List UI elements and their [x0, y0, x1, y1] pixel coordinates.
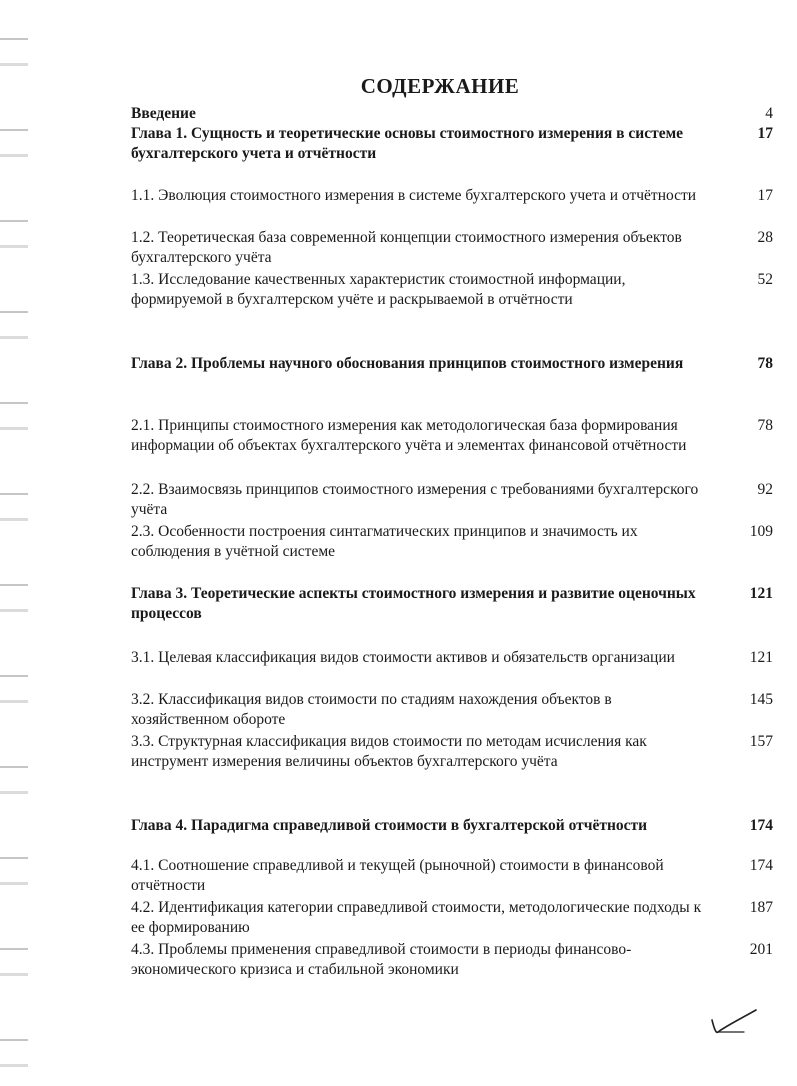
toc-entry-page: 4	[765, 105, 773, 122]
toc-entry-page: 121	[749, 585, 773, 602]
handwritten-mark-icon	[708, 1008, 760, 1038]
toc-entry-title: 4.3. Проблемы применения справедливой стоимости в периоды финансово-экономического кризиса и стабильной экономики	[131, 941, 632, 978]
toc-entry-title: 2.3. Особенности построения синтагматических принципов и значимость их соблюдения в учётной системе	[131, 523, 638, 560]
toc-entry-title: Глава 4. Парадигма справедливой стоимости в бухгалтерской отчётности	[131, 817, 648, 834]
toc-entry-title: Введение	[131, 105, 196, 122]
toc-entry-page: 17	[757, 125, 773, 142]
toc-entry-title: 2.1. Принципы стоимостного измерения как методологическая база формирования информации об объектах бухгалтерского учёта и элементах финансовой отчётности	[131, 417, 687, 454]
toc-entry-page: 145	[749, 691, 773, 708]
toc-entry-page: 174	[749, 857, 773, 874]
toc-entry-title: 3.2. Классификация видов стоимости по стадиям нахождения объектов в хозяйственном обороте	[131, 691, 612, 728]
toc-entry-page: 109	[749, 523, 773, 540]
toc-entry-page: 28	[757, 229, 773, 246]
toc-entry-title: 2.2. Взаимосвязь принципов стоимостного измерения с требованиями бухгалтерского учёта	[131, 481, 699, 518]
scan-margin-artifact	[0, 0, 28, 1086]
toc-entry-page: 157	[749, 733, 773, 750]
toc-entry-title: Глава 2. Проблемы научного обоснования принципов стоимостного измерения	[131, 355, 684, 372]
toc-entry-title: Глава 3. Теоретические аспекты стоимостного измерения и развитие оценочных процессов	[131, 585, 696, 622]
toc-entry-title: 3.1. Целевая классификация видов стоимости активов и обязательств организации	[131, 649, 675, 666]
toc-entry-title: 3.3. Структурная классификация видов стоимости по методам исчисления как инструмент измерения величины объектов бухгалтерского учёта	[131, 733, 647, 770]
toc-entry-page: 121	[749, 649, 773, 666]
toc-entry-page: 187	[749, 899, 773, 916]
toc-entry-title: 4.2. Идентификация категории справедливой стоимости, методологические подходы к ее формированию	[131, 899, 702, 936]
toc-entry-page: 92	[757, 481, 773, 498]
toc-entry-page: 17	[757, 187, 773, 204]
toc-entry-title: 1.1. Эволюция стоимостного измерения в системе бухгалтерского учета и отчётности	[131, 187, 697, 204]
toc-entry-page: 52	[757, 271, 773, 288]
toc-entry-title: 1.3. Исследование качественных характеристик стоимостной информации, формируемой в бухгалтерском учёте и раскрываемой в отчётности	[131, 271, 626, 308]
toc-entry-page: 174	[749, 817, 773, 834]
toc-entry-page: 78	[757, 417, 773, 434]
toc-entry-title: Глава 1. Сущность и теоретические основы стоимостного измерения в системе бухгалтерского учета и отчётности	[131, 125, 684, 162]
toc-entry-title: 1.2. Теоретическая база современной концепции стоимостного измерения объектов бухгалтерского учёта	[131, 229, 682, 266]
page-title: СОДЕРЖАНИЕ	[360, 74, 520, 98]
toc-entry-page: 78	[757, 355, 773, 372]
toc-entry-title: 4.1. Соотношение справедливой и текущей (рыночной) стоимости в финансовой отчётности	[131, 857, 664, 894]
toc-entry-page: 201	[749, 941, 773, 958]
